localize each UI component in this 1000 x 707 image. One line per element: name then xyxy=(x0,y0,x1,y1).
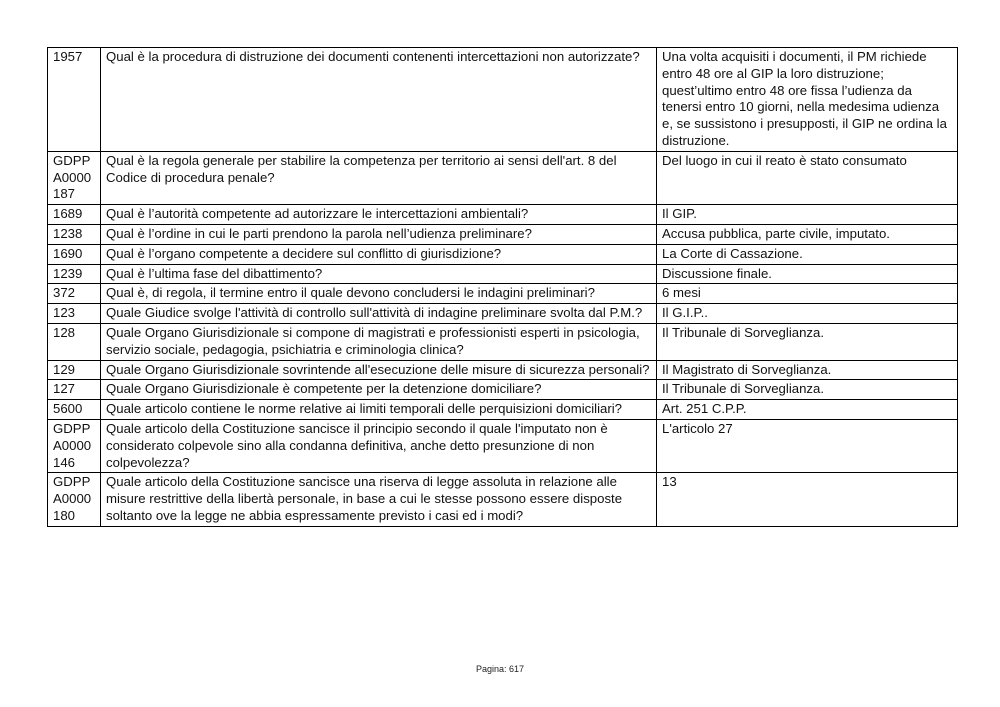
answer-cell: Una volta acquisiti i documenti, il PM richiede entro 48 ore al GIP la loro distruzione; quest’ultimo entro 48 ore fissa l’udienza da tenersi entro 10 giorni, nella medesima udienza e, se sussistono i presupposti, il GIP ne ordina la distruzione. xyxy=(657,48,958,152)
table-row xyxy=(48,304,958,324)
table-row xyxy=(48,224,958,244)
answer-cell: Il GIP. xyxy=(657,205,958,225)
table-row xyxy=(48,48,958,152)
question-cell: Quale Organo Giurisdizionale è competente per la detenzione domiciliare? xyxy=(101,380,657,400)
answer-cell: 13 xyxy=(657,473,958,526)
table-row xyxy=(48,284,958,304)
row-id-cell: 1957 xyxy=(48,48,101,152)
table-row xyxy=(48,360,958,380)
table-row xyxy=(48,264,958,284)
answer-cell: La Corte di Cassazione. xyxy=(657,244,958,264)
row-id-cell: GDPP A0000 187 xyxy=(48,151,101,204)
table-row xyxy=(48,244,958,264)
answer-cell: Il G.I.P.. xyxy=(657,304,958,324)
answer-cell: Il Tribunale di Sorveglianza. xyxy=(657,323,958,360)
answer-cell: Discussione finale. xyxy=(657,264,958,284)
row-id-cell: GDPP A0000 146 xyxy=(48,419,101,472)
question-cell: Qual è l’ultima fase del dibattimento? xyxy=(101,264,657,284)
row-id-cell: 123 xyxy=(48,304,101,324)
row-id-cell: 372 xyxy=(48,284,101,304)
question-cell: Quale Organo Giurisdizionale sovrintende all'esecuzione delle misure di sicurezza personali? xyxy=(101,360,657,380)
qa-table-body xyxy=(48,48,958,527)
answer-cell: Del luogo in cui il reato è stato consumato xyxy=(657,151,958,204)
table-row xyxy=(48,205,958,225)
question-cell: Quale Giudice svolge l'attività di controllo sull'attività di indagine preliminare svolta dal P.M.? xyxy=(101,304,657,324)
question-cell: Qual è la procedura di distruzione dei documenti contenenti intercettazioni non autorizzate? xyxy=(101,48,657,152)
answer-cell: Il Magistrato di Sorveglianza. xyxy=(657,360,958,380)
row-id-cell: 1239 xyxy=(48,264,101,284)
question-cell: Quale articolo contiene le norme relative ai limiti temporali delle perquisizioni domiciliari? xyxy=(101,400,657,420)
table-row xyxy=(48,473,958,526)
question-cell: Quale Organo Giurisdizionale si compone di magistrati e professionisti esperti in psicologia, servizio sociale, pedagogia, psichiatria e criminologia clinica? xyxy=(101,323,657,360)
row-id-cell: 127 xyxy=(48,380,101,400)
table-row xyxy=(48,380,958,400)
question-cell: Qual è l’organo competente a decidere sul conflitto di giurisdizione? xyxy=(101,244,657,264)
answer-cell: Il Tribunale di Sorveglianza. xyxy=(657,380,958,400)
question-cell: Qual è la regola generale per stabilire la competenza per territorio ai sensi dell'art. 8 del Codice di procedura penale? xyxy=(101,151,657,204)
row-id-cell: 1690 xyxy=(48,244,101,264)
table-row xyxy=(48,151,958,204)
question-cell: Qual è l’autorità competente ad autorizzare le intercettazioni ambientali? xyxy=(101,205,657,225)
question-cell: Quale articolo della Costituzione sancisce il principio secondo il quale l'imputato non è considerato colpevole sino alla condanna definitiva, anche detto presunzione di non colpevolezza? xyxy=(101,419,657,472)
question-cell: Qual è l’ordine in cui le parti prendono la parola nell’udienza preliminare? xyxy=(101,224,657,244)
row-id-cell: 128 xyxy=(48,323,101,360)
row-id-cell: 1238 xyxy=(48,224,101,244)
table-row xyxy=(48,323,958,360)
qa-table xyxy=(47,47,958,527)
table-row xyxy=(48,419,958,472)
row-id-cell: 1689 xyxy=(48,205,101,225)
question-cell: Quale articolo della Costituzione sancisce una riserva di legge assoluta in relazione alle misure restrittive della libertà personale, in base a cui le stesse possono essere disposte soltanto ove la legge ne abbia espressamente previsto i casi ed i modi? xyxy=(101,473,657,526)
answer-cell: Accusa pubblica, parte civile, imputato. xyxy=(657,224,958,244)
question-cell: Qual è, di regola, il termine entro il quale devono concludersi le indagini preliminari? xyxy=(101,284,657,304)
answer-cell: Art. 251 C.P.P. xyxy=(657,400,958,420)
row-id-cell: GDPP A0000 180 xyxy=(48,473,101,526)
answer-cell: 6 mesi xyxy=(657,284,958,304)
page-number: Pagina: 617 xyxy=(475,664,525,674)
row-id-cell: 5600 xyxy=(48,400,101,420)
answer-cell: L'articolo 27 xyxy=(657,419,958,472)
row-id-cell: 129 xyxy=(48,360,101,380)
table-row xyxy=(48,400,958,420)
